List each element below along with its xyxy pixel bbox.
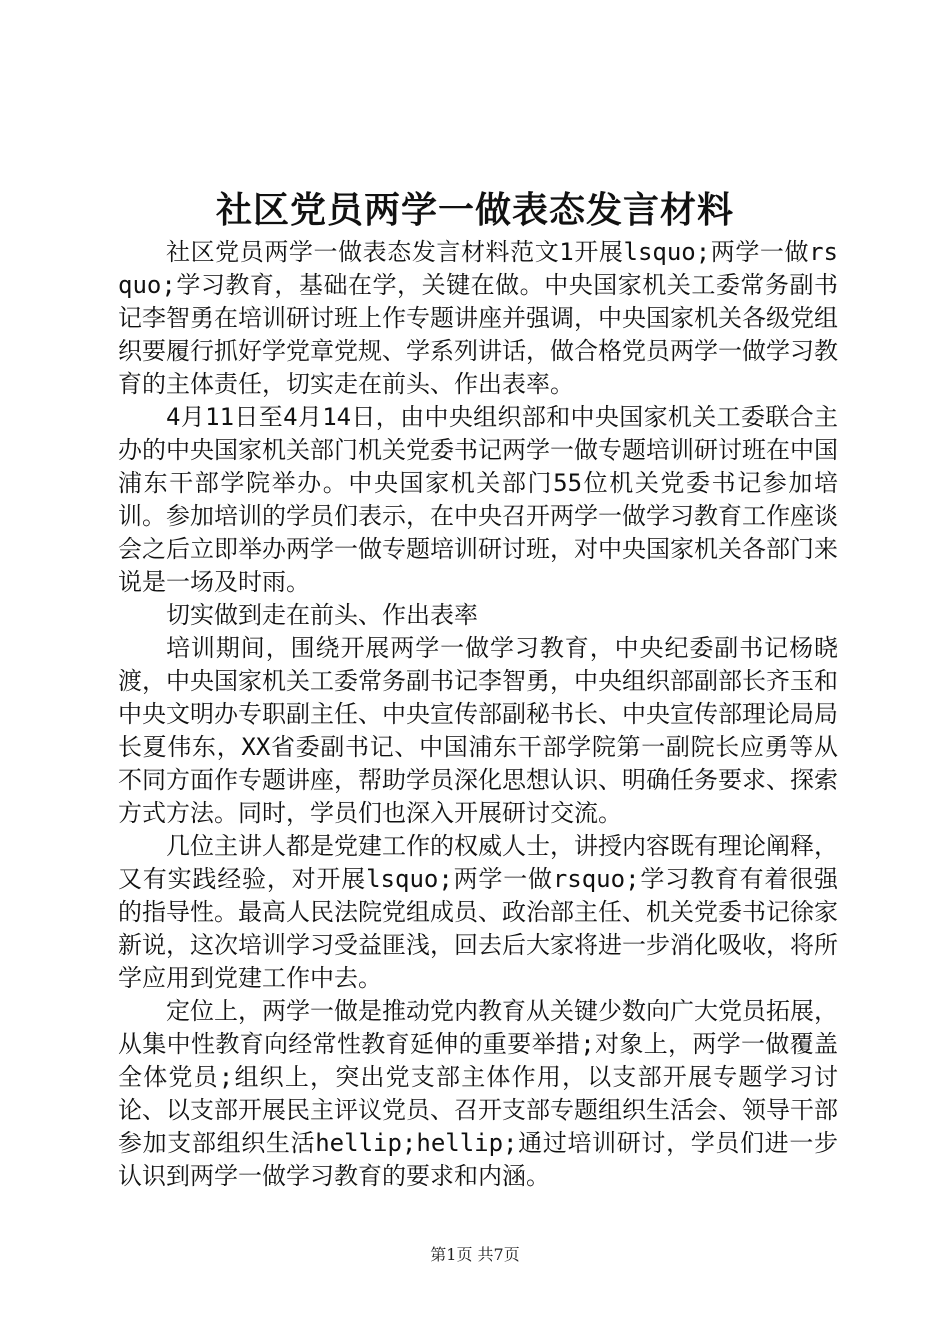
section-heading: 切实做到走在前头、作出表率 xyxy=(166,601,478,629)
document-title: 社区党员两学一做表态发言材料 xyxy=(215,189,734,231)
paragraph: 定位上，两学一做是推动党内教育从关键少数向广大党员拓展，从集中性教育向经常性教育延伸的重要举措;对象上，两学一做覆盖全体党员;组织上，突出党支部主体作用，以支部开展专题学习讨论、以支部开展民主评议党员、召开支部专题组织生活会、领导干部参加支部组织生活hellip;hellip;通过培训研讨，学员们进一步认识到两学一做学习教育的要求和内涵。 xyxy=(118,997,838,1190)
paragraph: 4月11日至4月14日，由中央组织部和中央国家机关工委联合主办的中央国家机关部门机关党委书记两学一做专题培训研讨班在中国浦东干部学院举办。中央国家机关部门55位机关党委书记参加培训。参加培训的学员们表示，在中央召开两学一做学习教育工作座谈会之后立即举办两学一做专题培训研讨班，对中央国家机关各部门来说是一场及时雨。 xyxy=(118,403,838,596)
paragraph: 几位主讲人都是党建工作的权威人士，讲授内容既有理论阐释，又有实践经验，对开展lsquo;两学一做rsquo;学习教育有着很强的指导性。最高人民法院党组成员、政治部主任、机关党委书记徐家新说，这次培训学习受益匪浅，回去后大家将进一步消化吸收，将所学应用到党建工作中去。 xyxy=(118,832,838,992)
paragraph: 社区党员两学一做表态发言材料范文1开展lsquo;两学一做rsquo;学习教育，基础在学，关键在做。中央国家机关工委常务副书记李智勇在培训研讨班上作专题讲座并强调，中央国家机关各级党组织要履行抓好学党章党规、学系列讲话，做合格党员两学一做学习教育的主体责任，切实走在前头、作出表率。 xyxy=(118,238,838,398)
paragraph: 培训期间，围绕开展两学一做学习教育，中央纪委副书记杨晓渡，中央国家机关工委常务副书记李智勇，中央组织部副部长齐玉和中央文明办专职副主任、中央宣传部副秘书长、中央宣传部理论局局长夏伟东，XX省委副书记、中国浦东干部学院第一副院长应勇等从不同方面作专题讲座，帮助学员深化思想认识、明确任务要求、探索方式方法。同时，学员们也深入开展研讨交流。 xyxy=(118,634,838,827)
page-number-footer: 第1页 共7页 xyxy=(430,1245,520,1264)
document-body xyxy=(118,236,838,1193)
